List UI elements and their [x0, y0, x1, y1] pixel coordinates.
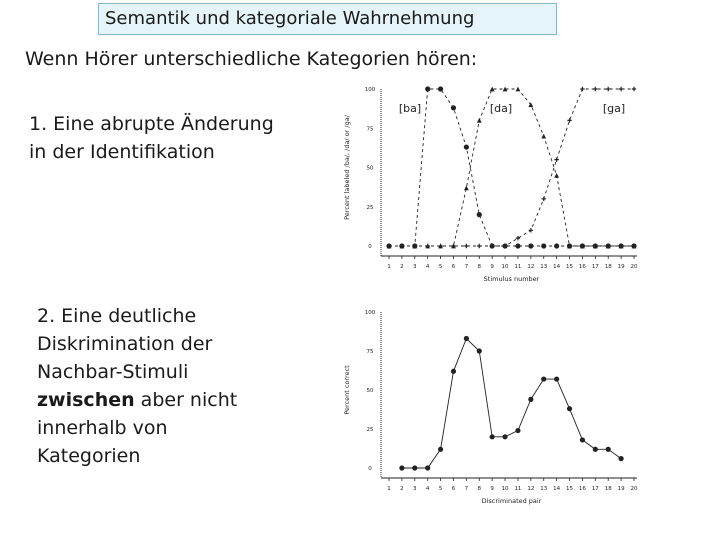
bullet-point-1: 1. Eine abrupte Änderung in der Identifikation	[29, 113, 274, 163]
data-point	[451, 369, 456, 374]
x-tick-label: 5	[438, 486, 443, 492]
x-tick-label: 19	[617, 486, 625, 492]
data-point	[554, 243, 559, 248]
x-tick-label: 9	[490, 486, 494, 492]
data-point	[464, 244, 468, 248]
y-axis-label: Percent correct	[343, 365, 351, 415]
category-annotation: [ga]	[602, 102, 626, 115]
x-tick-label: 6	[451, 264, 456, 270]
series-line	[402, 339, 621, 468]
data-point	[567, 118, 571, 122]
x-tick-label: 4	[425, 264, 430, 270]
x-tick-label: 18	[604, 264, 612, 270]
category-annotation: [ba]	[398, 102, 422, 115]
data-point	[477, 244, 481, 248]
category-annotation: [da]	[489, 102, 513, 115]
data-point	[477, 118, 482, 123]
x-tick-label: 12	[527, 486, 535, 492]
x-tick-label: 4	[425, 486, 430, 492]
slide-subtitle: Wenn Hörer unterschiedliche Kategorien hören:	[25, 48, 478, 70]
data-point	[464, 336, 469, 341]
data-point	[567, 406, 572, 411]
data-point	[412, 465, 417, 470]
x-tick-label: 1	[387, 486, 391, 492]
x-tick-label: 17	[591, 264, 599, 270]
data-point	[399, 465, 404, 470]
y-axis-label: Percent labeled /ba/, /da/ or /ga/	[343, 115, 351, 220]
x-tick-label: 8	[477, 264, 482, 270]
data-point	[541, 134, 546, 139]
data-point	[542, 197, 546, 201]
data-point	[438, 447, 443, 452]
data-point	[490, 434, 495, 439]
x-tick-label: 3	[413, 486, 417, 492]
data-point	[425, 86, 430, 91]
data-point	[516, 236, 520, 240]
bullet-point-2-emphasis: zwischen	[37, 389, 135, 411]
data-point	[438, 86, 443, 91]
x-tick-label: 3	[413, 264, 417, 270]
y-tick-label: 25	[366, 204, 374, 211]
y-tick-label: 75	[366, 349, 374, 355]
x-tick-label: 13	[540, 264, 548, 270]
bullet-point-2-text-b: aber nicht innerhalb von Kategorien	[37, 389, 238, 467]
x-tick-label: 10	[501, 264, 509, 270]
data-point	[541, 376, 546, 381]
x-tick-label: 2	[400, 264, 404, 270]
x-tick-label: 15	[566, 486, 574, 492]
data-point	[477, 348, 482, 353]
data-point	[451, 105, 456, 110]
data-point	[502, 434, 507, 439]
x-tick-label: 6	[451, 486, 456, 492]
x-tick-label: 11	[514, 486, 522, 492]
data-point	[477, 212, 482, 217]
y-tick-label: 75	[366, 126, 374, 133]
x-tick-label: 16	[578, 264, 586, 270]
data-point	[464, 144, 469, 149]
data-point	[606, 447, 611, 452]
data-point	[593, 447, 598, 452]
data-point	[606, 87, 610, 91]
x-tick-label: 11	[514, 264, 522, 270]
x-tick-label: 13	[540, 486, 548, 492]
data-point	[529, 228, 533, 232]
data-point	[554, 173, 559, 178]
y-tick-label: 0	[368, 466, 372, 472]
data-point	[516, 87, 521, 92]
y-tick-label: 100	[364, 87, 376, 93]
x-axis-label: Discriminated pair	[481, 497, 542, 505]
data-point	[464, 186, 469, 191]
data-point	[554, 157, 558, 161]
x-tick-label: 7	[464, 486, 469, 492]
y-tick-label: 50	[366, 388, 374, 394]
data-point	[619, 456, 624, 461]
x-tick-label: 20	[630, 264, 638, 270]
x-axis-label: Stimulus number	[483, 275, 540, 283]
x-tick-label: 16	[578, 486, 586, 492]
slide-title: Semantik und kategoriale Wahrnehmung	[98, 3, 557, 35]
data-point	[528, 243, 533, 248]
x-tick-label: 14	[553, 264, 561, 270]
y-tick-label: 0	[368, 244, 372, 250]
y-tick-label: 100	[364, 310, 376, 316]
x-tick-label: 20	[630, 486, 638, 492]
x-tick-label: 7	[464, 264, 469, 270]
data-point	[632, 87, 636, 91]
y-tick-label: 50	[366, 165, 374, 172]
data-point	[515, 428, 520, 433]
x-tick-label: 17	[591, 486, 599, 492]
x-tick-label: 14	[553, 486, 561, 492]
y-tick-label: 25	[366, 427, 374, 433]
data-point	[528, 397, 533, 402]
data-point	[580, 437, 585, 442]
x-tick-label: 2	[400, 486, 404, 492]
x-tick-label: 18	[604, 486, 612, 492]
data-point	[580, 87, 584, 91]
bullet-point-2-text-a: 2. Eine deutliche Diskrimination der Nachbar-Stimuli	[37, 305, 213, 383]
x-tick-label: 5	[438, 264, 443, 270]
data-point	[554, 376, 559, 381]
data-point	[619, 87, 623, 91]
data-point	[515, 243, 520, 248]
data-point	[541, 243, 546, 248]
data-point	[593, 87, 597, 91]
x-tick-label: 9	[490, 264, 494, 270]
x-tick-label: 8	[477, 486, 482, 492]
x-tick-label: 15	[566, 264, 574, 270]
data-point	[425, 465, 430, 470]
x-tick-label: 12	[527, 264, 535, 270]
x-tick-label: 19	[617, 264, 625, 270]
x-tick-label: 1	[387, 264, 391, 270]
x-tick-label: 10	[501, 486, 509, 492]
